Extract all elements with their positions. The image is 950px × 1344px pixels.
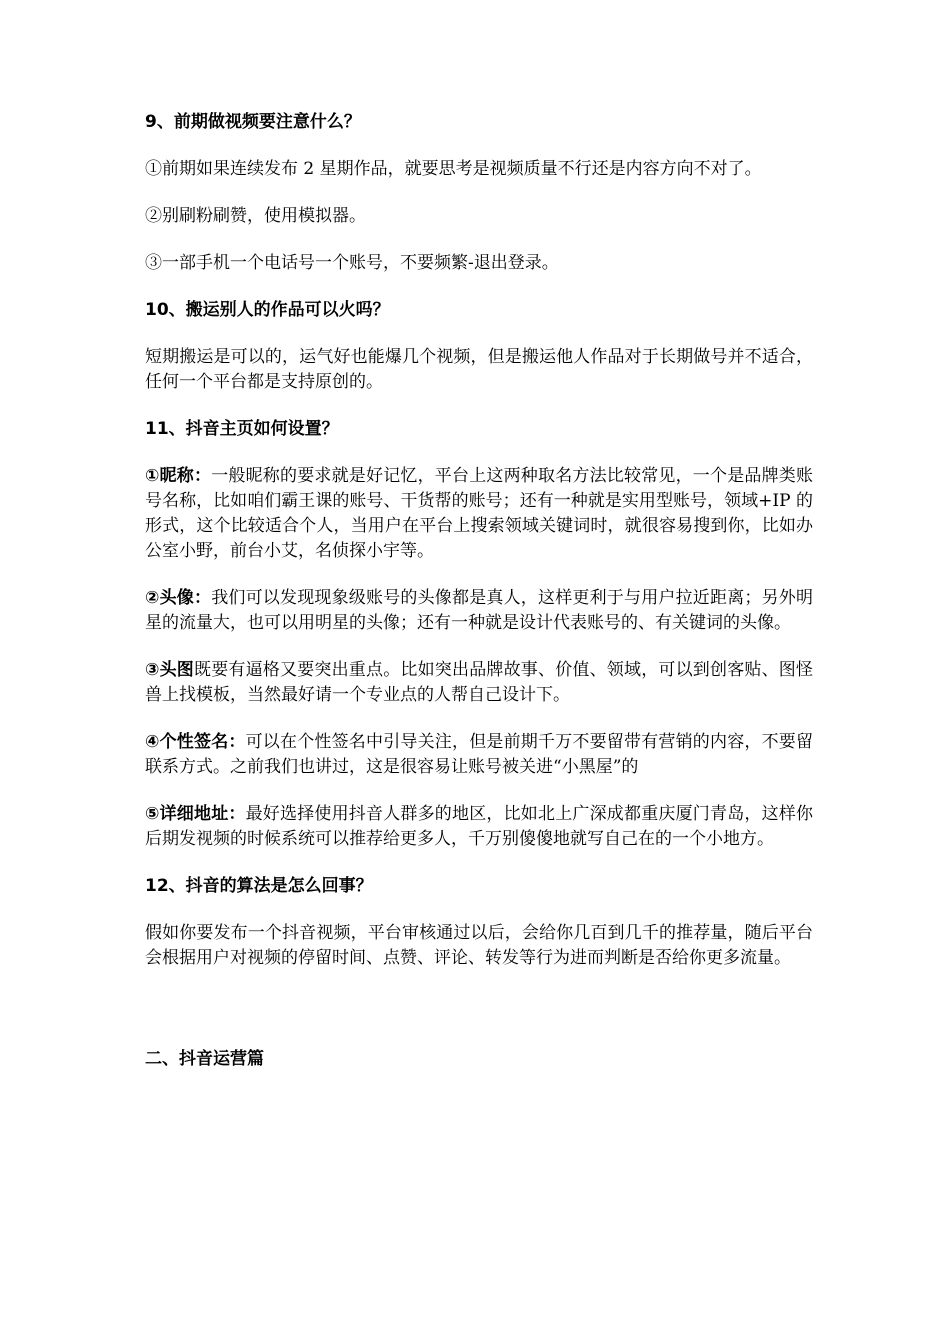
q11-signature-text: 可以在个性签名中引导关注，但是前期千万不要留带有营销的内容，不要留联系方式。之前我们也讲过，这是很容易让账号被关进“小黑屋”的 xyxy=(145,732,813,777)
q11-banner-lead: ③头图 xyxy=(145,660,194,680)
q11-banner-text: 既要有逼格又要突出重点。比如突出品牌故事、价值、领域，可以到创客贴、图怪兽上找模板，当然最好请一个专业点的人帮自己设计下。 xyxy=(145,660,813,705)
q11-avatar xyxy=(145,586,813,636)
q9-item-3: ③一部手机一个电话号一个账号，不要频繁-退出登录。 xyxy=(145,253,559,273)
document-page xyxy=(145,110,813,1094)
q11-banner xyxy=(145,658,813,708)
q11-nickname-text: 一般昵称的要求就是好记忆，平台上这两种取名方法比较常见，一个是品牌类账号名称，比如咱们霸王课的账号、干货帮的账号；还有一种就是实用型账号，领域+IP 的形式，这个比较适合个人，当用户在平台上搜索领域关键词时，就很容易搜到你，比如办公室小野，前台小艾，名侦探小宇等。 xyxy=(145,466,813,561)
q11-heading: 11、抖音主页如何设置？ xyxy=(145,419,339,439)
section2-heading: 二、抖音运营篇 xyxy=(145,1049,264,1069)
q11-address-lead: ⑤详细地址： xyxy=(145,804,246,824)
q11-signature xyxy=(145,730,813,780)
q11-signature-lead: ④个性签名： xyxy=(145,732,246,752)
q12-heading: 12、抖音的算法是怎么回事？ xyxy=(145,876,373,896)
q11-avatar-text: 我们可以发现现象级账号的头像都是真人，这样更利于与用户拉近距离；另外明星的流量大，也可以用明星的头像；还有一种就是设计代表账号的、有关键词的头像。 xyxy=(145,588,813,633)
q11-address xyxy=(145,802,813,852)
q11-nickname-lead: ①昵称： xyxy=(145,466,212,486)
q10-heading: 10、搬运别人的作品可以火吗？ xyxy=(145,300,390,320)
q11-address-text: 最好选择使用抖音人群多的地区，比如北上广深成都重庆厦门青岛，这样你后期发视频的时候系统可以推荐给更多人，千万别傻傻地就写自己在的一个小地方。 xyxy=(145,804,813,849)
section-spacer xyxy=(145,993,813,1047)
q10-body: 短期搬运是可以的，运气好也能爆几个视频，但是搬运他人作品对于长期做号并不适合，任何一个平台都是支持原创的。 xyxy=(145,347,813,392)
q9-heading: 9、前期做视频要注意什么？ xyxy=(145,112,361,132)
q9-item-2: ②别刷粉刷赞，使用模拟器。 xyxy=(145,206,366,226)
q11-nickname xyxy=(145,464,813,564)
q11-avatar-lead: ②头像： xyxy=(145,588,212,608)
q9-item-1: ①前期如果连续发布 2 星期作品，就要思考是视频质量不行还是内容方向不对了。 xyxy=(145,159,762,179)
q12-body: 假如你要发布一个抖音视频，平台审核通过以后，会给你几百到几千的推荐量，随后平台会根据用户对视频的停留时间、点赞、评论、转发等行为进而判断是否给你更多流量。 xyxy=(145,923,813,968)
